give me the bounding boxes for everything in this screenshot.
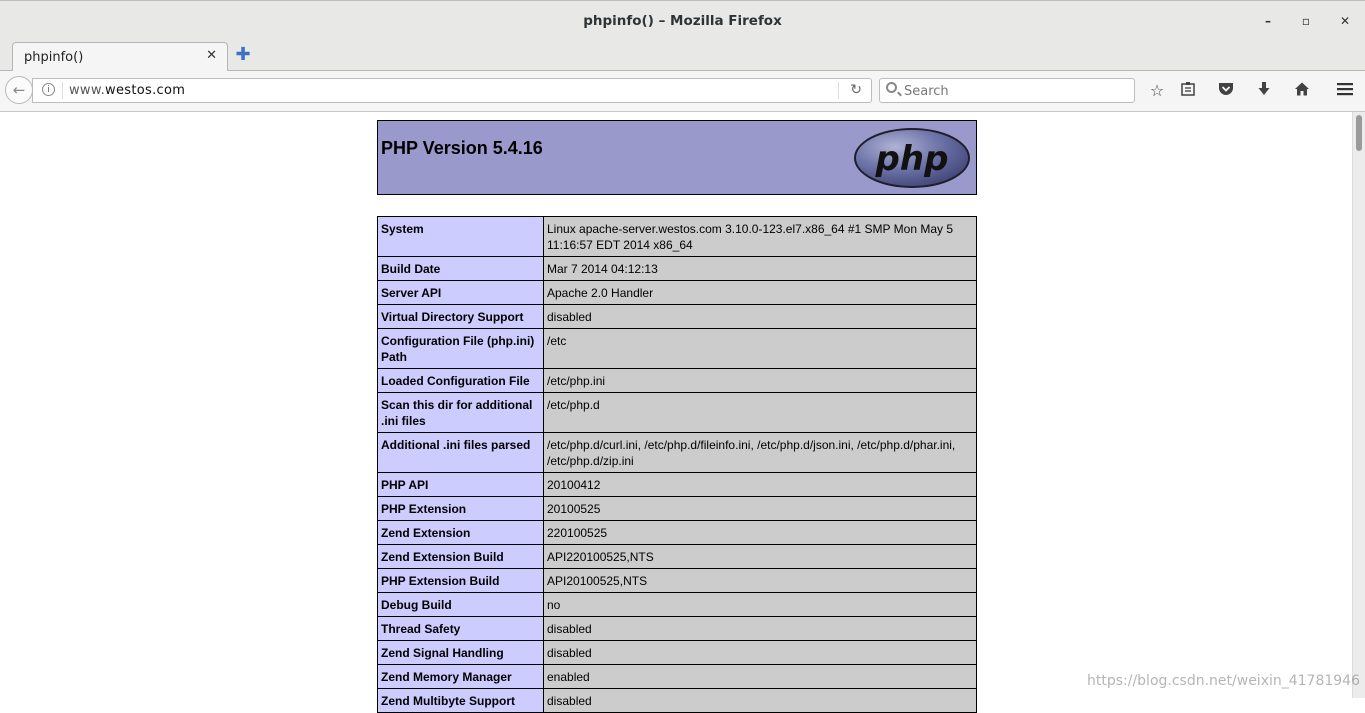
table-row: [378, 433, 977, 473]
table-row: [378, 689, 977, 713]
row-value: 20100412: [544, 473, 977, 497]
row-key: Virtual Directory Support: [378, 305, 544, 329]
row-key: Debug Build: [378, 593, 544, 617]
row-key: Thread Safety: [378, 617, 544, 641]
row-key: PHP Extension Build: [378, 569, 544, 593]
table-row: [378, 665, 977, 689]
table-row: [378, 473, 977, 497]
row-key: Additional .ini files parsed: [378, 433, 544, 473]
window-title: phpinfo() – Mozilla Firefox: [583, 13, 782, 29]
watermark-text: https://blog.csdn.net/weixin_41781946: [1086, 673, 1360, 689]
row-key: Build Date: [378, 257, 544, 281]
row-key: Zend Signal Handling: [378, 641, 544, 665]
php-version-header: [377, 120, 977, 195]
row-value: Linux apache-server.westos.com 3.10.0-123.el7.x86_64 #1 SMP Mon May 5 11:16:57 EDT 2014 x86_64: [544, 217, 977, 257]
row-key: Server API: [378, 281, 544, 305]
minimize-icon[interactable]: –: [1265, 14, 1271, 28]
back-arrow-icon: ←: [12, 81, 26, 99]
row-value: no: [544, 593, 977, 617]
row-value: enabled: [544, 665, 977, 689]
row-key: Zend Extension: [378, 521, 544, 545]
reload-divider: [838, 82, 839, 99]
row-value: 220100525: [544, 521, 977, 545]
downloads-icon[interactable]: [1254, 81, 1274, 101]
table-row: [378, 569, 977, 593]
search-icon: [886, 82, 897, 93]
php-logo-text: php: [875, 139, 949, 179]
table-row: [378, 593, 977, 617]
row-value: disabled: [544, 641, 977, 665]
row-key: Configuration File (php.ini) Path: [378, 329, 544, 369]
search-input[interactable]: [902, 81, 1126, 102]
url-bar[interactable]: [32, 78, 872, 103]
tab-phpinfo[interactable]: [12, 42, 228, 71]
table-row: [378, 217, 977, 257]
php-logo-icon: [853, 127, 971, 189]
row-value: API220100525,NTS: [544, 545, 977, 569]
pocket-icon[interactable]: [1216, 81, 1236, 101]
table-row: [378, 617, 977, 641]
vertical-scrollbar[interactable]: [1352, 112, 1365, 698]
row-key: Zend Memory Manager: [378, 665, 544, 689]
search-bar[interactable]: [879, 78, 1135, 103]
table-row: [378, 329, 977, 369]
tab-label: phpinfo(): [24, 50, 84, 65]
row-key: PHP Extension: [378, 497, 544, 521]
tab-strip: [0, 42, 1365, 71]
row-value: API20100525,NTS: [544, 569, 977, 593]
reload-icon[interactable]: ↻: [850, 82, 862, 98]
tab-close-icon[interactable]: ✕: [206, 48, 217, 63]
row-key: Zend Extension Build: [378, 545, 544, 569]
row-value: Apache 2.0 Handler: [544, 281, 977, 305]
site-info-icon[interactable]: i: [42, 83, 55, 96]
page-content: [0, 112, 1352, 708]
row-key: Scan this dir for additional .ini files: [378, 393, 544, 433]
php-info-rows: [378, 217, 977, 713]
table-row: [378, 281, 977, 305]
table-row: [378, 497, 977, 521]
row-key: Zend Multibyte Support: [378, 689, 544, 713]
row-value: /etc/php.d/curl.ini, /etc/php.d/fileinfo.ini, /etc/php.d/json.ini, /etc/php.d/phar.ini, /etc/php.d/zip.ini: [544, 433, 977, 473]
close-window-icon[interactable]: ✕: [1339, 14, 1351, 28]
url-divider: [62, 82, 63, 99]
new-tab-icon[interactable]: ✚: [235, 44, 251, 65]
back-button[interactable]: [5, 76, 33, 104]
url-prefix: www.: [69, 83, 106, 98]
table-row: [378, 641, 977, 665]
home-icon[interactable]: [1292, 81, 1312, 101]
php-info-table: [377, 216, 977, 713]
reading-list-icon[interactable]: [1178, 81, 1198, 101]
row-value: 20100525: [544, 497, 977, 521]
php-version-title: PHP Version 5.4.16: [381, 138, 543, 158]
maximize-icon[interactable]: ▫: [1301, 14, 1311, 28]
table-row: [378, 369, 977, 393]
row-value: /etc/php.d: [544, 393, 977, 433]
bookmark-star-icon[interactable]: ☆: [1149, 81, 1165, 100]
url-text[interactable]: [69, 83, 185, 98]
window-titlebar: [0, 0, 1365, 42]
row-value: disabled: [544, 305, 977, 329]
scrollbar-thumb[interactable]: [1356, 115, 1362, 151]
row-value: disabled: [544, 617, 977, 641]
menu-icon[interactable]: [1335, 81, 1355, 101]
row-value: /etc/php.ini: [544, 369, 977, 393]
table-row: [378, 393, 977, 433]
table-row: [378, 257, 977, 281]
row-value: disabled: [544, 689, 977, 713]
table-row: [378, 521, 977, 545]
table-row: [378, 545, 977, 569]
row-value: /etc: [544, 329, 977, 369]
row-key: System: [378, 217, 544, 257]
url-domain: westos.com: [105, 83, 186, 98]
row-key: PHP API: [378, 473, 544, 497]
navigation-toolbar: [0, 71, 1365, 112]
row-value: Mar 7 2014 04:12:13: [544, 257, 977, 281]
row-key: Loaded Configuration File: [378, 369, 544, 393]
table-row: [378, 305, 977, 329]
